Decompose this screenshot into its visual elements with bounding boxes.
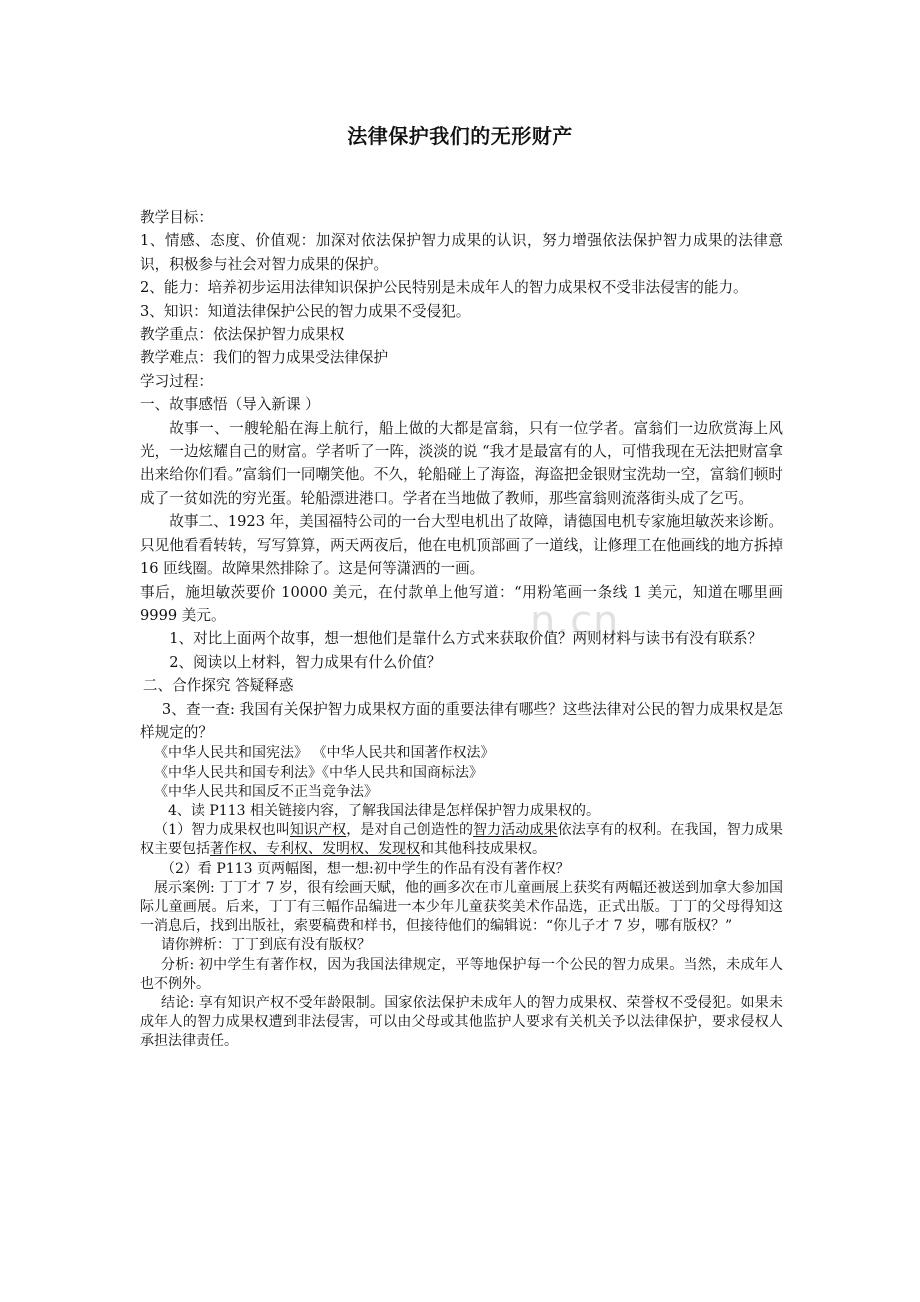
paragraph-objective-2: 2、能力：培养初步运用法律知识保护公民特别是未成年人的智力成果权不受非法侵害的能力。	[140, 279, 748, 297]
paragraph-key-point: 教学重点：依法保护智力成果权	[140, 326, 345, 344]
paragraph-case: 展示案例: 丁丁才 7 岁，很有绘画天赋，他的画多次在市儿童画展上获奖有两幅还被送到加拿大参加国际儿童画展。后来，丁丁有三幅作品编进一本少年儿童获奖美术作品选，正式出版。丁丁的父母得知这一消息后，找到出版社，索要稿费和样书，但接待他们的编辑说：“你儿子才 7 岁，哪有版权？”	[140, 879, 783, 935]
paragraph-story-2-cont: 事后，施坦敏茨要价 10000 美元，在付款单上他写道：“用粉笔画一条线 1 美元，知道在哪里画 9999 美元。	[140, 583, 783, 624]
paragraph-story-1: 故事一、一艘轮船在海上航行，船上做的大都是富翁，只有一位学者。富翁们一边欣赏海上风光，一边炫耀自己的财富。学者听了一阵，淡淡的说 “我才是最富有的人，可惜我现在无法把财富拿出来给你们看。”富翁们一同嘲笑他。不久，轮船碰上了海盗，海盗把金银财宝洗劫一空，富翁们顿时成了一贫如洗的穷光蛋。轮船漂进港口。学者在当地做了教师，那些富翁则流落街头成了乞丐。	[140, 419, 783, 507]
law-list-line-2: 《中华人民共和国专利法》《中华人民共和国商标法》	[154, 764, 483, 781]
question-4: 4、读 P113 相关链接内容，了解我国法律是怎样保护智力成果权的。	[168, 802, 600, 819]
ip-activity-underlined: 智力活动成果	[473, 822, 558, 839]
paragraph-ask: 请你辨析：丁丁到底有没有版权？	[161, 937, 371, 954]
paragraph-difficulty: 教学难点：我们的智力成果受法律保护	[140, 349, 389, 367]
ip-text-d: 和其他科技成果权。	[420, 841, 546, 858]
paragraph-objectives-heading: 教学目标：	[140, 209, 213, 226]
paragraph-look-p113: （2）看 P113 页两幅图，想一想:初中学生的作品有没有著作权？	[161, 860, 570, 877]
ip-text-c: 依法享有的权利。在我国，智力成果权主要包括	[140, 822, 784, 858]
paragraph-process-heading: 学习过程：	[140, 372, 213, 390]
law-list-line-3: 《中华人民共和国反不正当竞争法》	[154, 783, 378, 800]
question-2: 2、阅读以上材料，智力成果有什么价值？	[169, 653, 442, 671]
ip-text-a: （1）智力成果权也叫	[154, 822, 290, 839]
question-1: 1、对比上面两个故事，想一想他们是靠什么方式来获取价值？两则材料与读书有没有联系？	[169, 630, 763, 648]
law-list-line-1: 《中华人民共和国宪法》 《中华人民共和国著作权法》	[154, 745, 495, 762]
question-3: 3、查一查: 我国有关保护智力成果权方面的重要法律有哪些？这些法律对公民的智力成果权是怎样规定的？	[140, 700, 783, 741]
paragraph-story-2: 故事二、1923 年，美国福特公司的一台大型电机出了故障，请德国电机专家施坦敏茨来诊断。只见他看看转转，写写算算，两天两夜后，他在电机顶部画了一道线，让修理工在他画线的地方拆掉 16 匝线圈。故障果然排除了。这是何等潇洒的一画。	[140, 513, 783, 578]
document-title: 法律保护我们的无形财产	[347, 124, 573, 148]
paragraph-objective-3: 3、知识：知道法律保护公民的智力成果不受侵犯。	[140, 302, 471, 320]
paragraph-conclusion: 结论: 享有知识产权不受年龄限制。国家依法保护未成年人的智力成果权、荣誉权不受侵犯。如果未成年人的智力成果权遭到非法侵害，可以由父母或其他监护人要求有关机关予以法律保护，要求侵权人承担法律责任。	[140, 994, 783, 1050]
document-body	[140, 206, 783, 1052]
section-heading-2: 二、合作探究 答疑释惑	[142, 677, 294, 695]
paragraph-ip-definition	[140, 821, 783, 859]
ip-rights-underlined: 著作权、专利权、发明权、发现权	[210, 841, 420, 858]
section-heading-1: 一、故事感悟（导入新课 ）	[140, 396, 320, 414]
section-2-content	[140, 744, 783, 1051]
paragraph-analysis: 分析: 初中学生有著作权，因为我国法律规定，平等地保护每一个公民的智力成果。当然，未成年人也不例外。	[140, 956, 783, 992]
paragraph-objective-1: 1、情感、态度、价值观：加深对依法保护智力成果的认识，努力增强依法保护智力成果的法律意识，积极参与社会对智力成果的保护。	[140, 232, 783, 273]
watermark: n.cn	[530, 598, 620, 644]
ip-term-underlined: 知识产权	[289, 822, 347, 839]
ip-text-b: ，是对自己创造性的	[346, 822, 474, 839]
